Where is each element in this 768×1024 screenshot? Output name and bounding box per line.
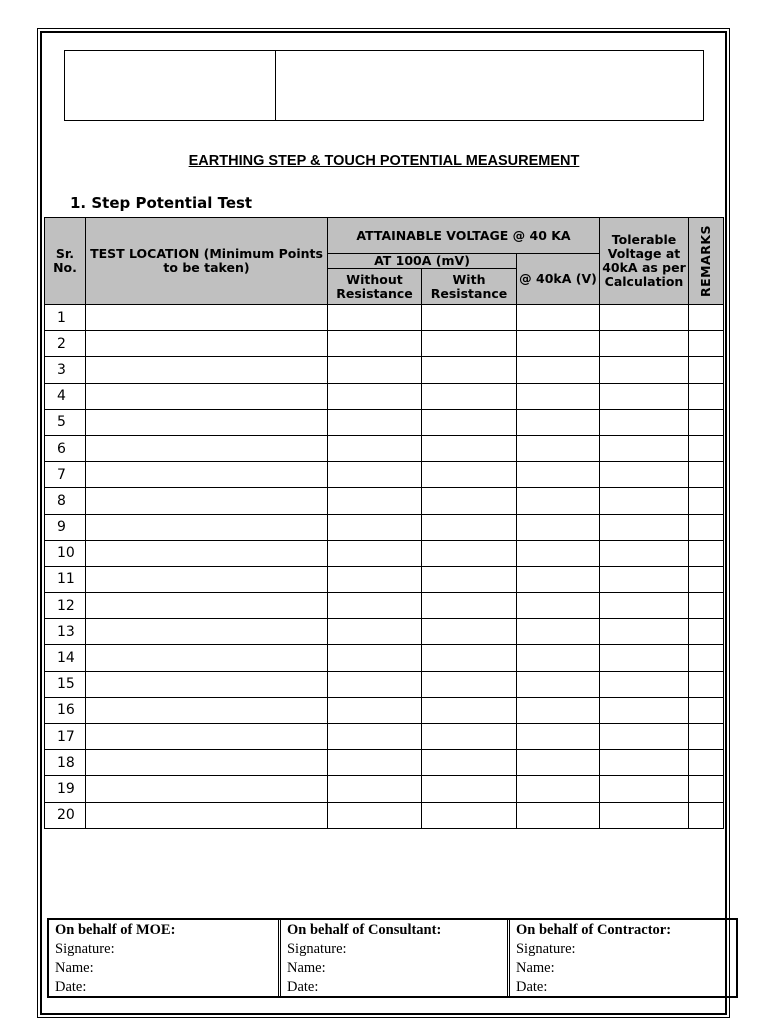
test-location-cell[interactable] bbox=[86, 724, 328, 750]
with-resistance-cell[interactable] bbox=[422, 357, 517, 383]
table-row bbox=[45, 776, 724, 802]
tolerable-voltage-cell[interactable] bbox=[600, 724, 689, 750]
remarks-cell[interactable] bbox=[689, 462, 724, 488]
sr-no-cell: 1 bbox=[45, 305, 86, 331]
signature-party: On behalf of Contractor: bbox=[515, 922, 672, 938]
table-row bbox=[45, 802, 724, 828]
with-resistance-cell[interactable] bbox=[422, 645, 517, 671]
table-row bbox=[45, 331, 724, 357]
name-label: Name: bbox=[286, 960, 326, 976]
sr-no-cell: 10 bbox=[45, 540, 86, 566]
without-resistance-cell[interactable] bbox=[328, 435, 422, 461]
header-attainable-voltage: ATTAINABLE VOLTAGE @ 40 KA bbox=[328, 218, 600, 254]
without-resistance-cell[interactable] bbox=[328, 645, 422, 671]
test-location-cell[interactable] bbox=[86, 357, 328, 383]
tolerable-voltage-cell[interactable] bbox=[600, 776, 689, 802]
without-resistance-cell[interactable] bbox=[328, 305, 422, 331]
sr-no-cell: 13 bbox=[45, 619, 86, 645]
signature-contractor bbox=[507, 920, 736, 996]
without-resistance-cell[interactable] bbox=[328, 462, 422, 488]
at-40ka-cell[interactable] bbox=[517, 566, 600, 592]
signature-moe bbox=[49, 920, 278, 996]
header-logo-cell bbox=[65, 51, 276, 120]
without-resistance-cell[interactable] bbox=[328, 383, 422, 409]
table-row bbox=[45, 514, 724, 540]
test-location-cell[interactable] bbox=[86, 776, 328, 802]
at-40ka-cell[interactable] bbox=[517, 409, 600, 435]
sr-no-cell: 14 bbox=[45, 645, 86, 671]
remarks-cell[interactable] bbox=[689, 514, 724, 540]
tolerable-voltage-cell[interactable] bbox=[600, 566, 689, 592]
with-resistance-cell[interactable] bbox=[422, 671, 517, 697]
table-row bbox=[45, 409, 724, 435]
with-resistance-cell[interactable] bbox=[422, 593, 517, 619]
tolerable-voltage-cell[interactable] bbox=[600, 357, 689, 383]
test-location-cell[interactable] bbox=[86, 435, 328, 461]
with-resistance-cell[interactable] bbox=[422, 331, 517, 357]
tolerable-voltage-cell[interactable] bbox=[600, 593, 689, 619]
at-40ka-cell[interactable] bbox=[517, 802, 600, 828]
signature-party: On behalf of MOE: bbox=[55, 922, 176, 938]
table-row bbox=[45, 383, 724, 409]
remarks-cell[interactable] bbox=[689, 409, 724, 435]
tolerable-voltage-cell[interactable] bbox=[600, 331, 689, 357]
sr-no-cell: 18 bbox=[45, 750, 86, 776]
sr-no-cell: 9 bbox=[45, 514, 86, 540]
test-location-cell[interactable] bbox=[86, 566, 328, 592]
remarks-cell[interactable] bbox=[689, 671, 724, 697]
at-40ka-cell[interactable] bbox=[517, 540, 600, 566]
tolerable-voltage-cell[interactable] bbox=[600, 435, 689, 461]
table-row bbox=[45, 435, 724, 461]
sr-no-cell: 16 bbox=[45, 697, 86, 723]
tolerable-voltage-cell[interactable] bbox=[600, 409, 689, 435]
sr-no-cell: 6 bbox=[45, 435, 86, 461]
remarks-cell[interactable] bbox=[689, 776, 724, 802]
at-40ka-cell[interactable] bbox=[517, 305, 600, 331]
without-resistance-cell[interactable] bbox=[328, 750, 422, 776]
test-location-cell[interactable] bbox=[86, 488, 328, 514]
at-40ka-cell[interactable] bbox=[517, 697, 600, 723]
without-resistance-cell[interactable] bbox=[328, 409, 422, 435]
test-location-cell[interactable] bbox=[86, 462, 328, 488]
at-40ka-cell[interactable] bbox=[517, 514, 600, 540]
remarks-cell[interactable] bbox=[689, 566, 724, 592]
tolerable-voltage-cell[interactable] bbox=[600, 802, 689, 828]
table-row bbox=[45, 540, 724, 566]
with-resistance-cell[interactable] bbox=[422, 750, 517, 776]
signature-party: On behalf of Consultant: bbox=[286, 922, 442, 938]
without-resistance-cell[interactable] bbox=[328, 697, 422, 723]
name-label: Name: bbox=[515, 960, 555, 976]
test-location-cell[interactable] bbox=[86, 514, 328, 540]
table-row bbox=[45, 462, 724, 488]
at-40ka-cell[interactable] bbox=[517, 593, 600, 619]
at-40ka-cell[interactable] bbox=[517, 776, 600, 802]
tolerable-voltage-cell[interactable] bbox=[600, 645, 689, 671]
sr-no-cell: 5 bbox=[45, 409, 86, 435]
signature-consultant bbox=[278, 920, 507, 996]
sr-no-cell: 19 bbox=[45, 776, 86, 802]
header-remarks-label: REMARKS bbox=[698, 224, 713, 298]
table-row bbox=[45, 357, 724, 383]
header-without-resistance: Without Resistance bbox=[328, 269, 422, 305]
sr-no-cell: 15 bbox=[45, 671, 86, 697]
without-resistance-cell[interactable] bbox=[328, 514, 422, 540]
signature-label: Signature: bbox=[55, 941, 115, 957]
test-location-cell[interactable] bbox=[86, 671, 328, 697]
remarks-cell[interactable] bbox=[689, 619, 724, 645]
header-with-resistance: With Resistance bbox=[422, 269, 517, 305]
table-row bbox=[45, 305, 724, 331]
without-resistance-cell[interactable] bbox=[328, 357, 422, 383]
table-row bbox=[45, 566, 724, 592]
header-at-40ka: @ 40kA (V) bbox=[517, 254, 600, 305]
date-label: Date: bbox=[515, 979, 548, 995]
without-resistance-cell[interactable] bbox=[328, 619, 422, 645]
with-resistance-cell[interactable] bbox=[422, 462, 517, 488]
remarks-cell[interactable] bbox=[689, 435, 724, 461]
without-resistance-cell[interactable] bbox=[328, 540, 422, 566]
sr-no-cell: 8 bbox=[45, 488, 86, 514]
test-location-cell[interactable] bbox=[86, 305, 328, 331]
remarks-cell[interactable] bbox=[689, 331, 724, 357]
test-location-cell[interactable] bbox=[86, 409, 328, 435]
without-resistance-cell[interactable] bbox=[328, 488, 422, 514]
tolerable-voltage-cell[interactable] bbox=[600, 540, 689, 566]
remarks-cell[interactable] bbox=[689, 697, 724, 723]
tolerable-voltage-cell[interactable] bbox=[600, 305, 689, 331]
table-row bbox=[45, 750, 724, 776]
at-40ka-cell[interactable] bbox=[517, 645, 600, 671]
document-title: EARTHING STEP & TOUCH POTENTIAL MEASUREMENT bbox=[188, 153, 580, 169]
header-at-100a: AT 100A (mV) bbox=[328, 254, 517, 269]
at-40ka-cell[interactable] bbox=[517, 488, 600, 514]
test-location-cell[interactable] bbox=[86, 645, 328, 671]
header-remarks bbox=[689, 218, 724, 305]
at-40ka-cell[interactable] bbox=[517, 331, 600, 357]
with-resistance-cell[interactable] bbox=[422, 619, 517, 645]
at-40ka-cell[interactable] bbox=[517, 724, 600, 750]
tolerable-voltage-cell[interactable] bbox=[600, 750, 689, 776]
header-sr-no: Sr. No. bbox=[45, 218, 86, 305]
with-resistance-cell[interactable] bbox=[422, 409, 517, 435]
test-location-cell[interactable] bbox=[86, 697, 328, 723]
without-resistance-cell[interactable] bbox=[328, 671, 422, 697]
date-label: Date: bbox=[55, 979, 87, 995]
remarks-cell[interactable] bbox=[689, 357, 724, 383]
at-40ka-cell[interactable] bbox=[517, 619, 600, 645]
table-row bbox=[45, 671, 724, 697]
test-location-cell[interactable] bbox=[86, 383, 328, 409]
at-40ka-cell[interactable] bbox=[517, 671, 600, 697]
with-resistance-cell[interactable] bbox=[422, 514, 517, 540]
test-location-cell[interactable] bbox=[86, 619, 328, 645]
remarks-cell[interactable] bbox=[689, 593, 724, 619]
without-resistance-cell[interactable] bbox=[328, 724, 422, 750]
remarks-cell[interactable] bbox=[689, 383, 724, 409]
at-40ka-cell[interactable] bbox=[517, 383, 600, 409]
table-row bbox=[45, 724, 724, 750]
with-resistance-cell[interactable] bbox=[422, 724, 517, 750]
sr-no-cell: 12 bbox=[45, 593, 86, 619]
at-40ka-cell[interactable] bbox=[517, 462, 600, 488]
without-resistance-cell[interactable] bbox=[328, 776, 422, 802]
test-location-cell[interactable] bbox=[86, 331, 328, 357]
tolerable-voltage-cell[interactable] bbox=[600, 619, 689, 645]
remarks-cell[interactable] bbox=[689, 645, 724, 671]
sr-no-cell: 7 bbox=[45, 462, 86, 488]
table-row bbox=[45, 593, 724, 619]
header-tolerable-voltage: Tolerable Voltage at 40kA as per Calculation bbox=[600, 218, 689, 305]
tolerable-voltage-cell[interactable] bbox=[600, 514, 689, 540]
header-box bbox=[64, 50, 704, 121]
with-resistance-cell[interactable] bbox=[422, 776, 517, 802]
without-resistance-cell[interactable] bbox=[328, 593, 422, 619]
date-label: Date: bbox=[286, 979, 319, 995]
remarks-cell[interactable] bbox=[689, 540, 724, 566]
name-label: Name: bbox=[55, 960, 94, 976]
at-40ka-cell[interactable] bbox=[517, 750, 600, 776]
with-resistance-cell[interactable] bbox=[422, 435, 517, 461]
with-resistance-cell[interactable] bbox=[422, 566, 517, 592]
table-body bbox=[45, 305, 724, 829]
test-location-cell[interactable] bbox=[86, 802, 328, 828]
at-40ka-cell[interactable] bbox=[517, 357, 600, 383]
step-potential-table bbox=[44, 217, 724, 829]
without-resistance-cell[interactable] bbox=[328, 802, 422, 828]
with-resistance-cell[interactable] bbox=[422, 802, 517, 828]
table-row bbox=[45, 697, 724, 723]
tolerable-voltage-cell[interactable] bbox=[600, 488, 689, 514]
at-40ka-cell[interactable] bbox=[517, 435, 600, 461]
sr-no-cell: 17 bbox=[45, 724, 86, 750]
remarks-cell[interactable] bbox=[689, 724, 724, 750]
without-resistance-cell[interactable] bbox=[328, 566, 422, 592]
tolerable-voltage-cell[interactable] bbox=[600, 697, 689, 723]
test-location-cell[interactable] bbox=[86, 750, 328, 776]
sr-no-cell: 4 bbox=[45, 383, 86, 409]
table-row bbox=[45, 645, 724, 671]
without-resistance-cell[interactable] bbox=[328, 331, 422, 357]
with-resistance-cell[interactable] bbox=[422, 383, 517, 409]
sr-no-cell: 2 bbox=[45, 331, 86, 357]
table-row bbox=[45, 619, 724, 645]
tolerable-voltage-cell[interactable] bbox=[600, 462, 689, 488]
header-test-location: TEST LOCATION (Minimum Points to be taken) bbox=[86, 218, 328, 305]
tolerable-voltage-cell[interactable] bbox=[600, 383, 689, 409]
remarks-cell[interactable] bbox=[689, 305, 724, 331]
sr-no-cell: 20 bbox=[45, 802, 86, 828]
test-location-cell[interactable] bbox=[86, 540, 328, 566]
signature-block bbox=[47, 918, 738, 998]
test-location-cell[interactable] bbox=[86, 593, 328, 619]
with-resistance-cell[interactable] bbox=[422, 540, 517, 566]
tolerable-voltage-cell[interactable] bbox=[600, 671, 689, 697]
with-resistance-cell[interactable] bbox=[422, 697, 517, 723]
signature-label: Signature: bbox=[515, 941, 576, 957]
header-info-cell bbox=[276, 51, 703, 120]
signature-label: Signature: bbox=[286, 941, 347, 957]
table-row bbox=[45, 488, 724, 514]
sr-no-cell: 3 bbox=[45, 357, 86, 383]
remarks-cell[interactable] bbox=[689, 802, 724, 828]
section-title: 1. Step Potential Test bbox=[70, 194, 253, 212]
remarks-cell[interactable] bbox=[689, 750, 724, 776]
remarks-cell[interactable] bbox=[689, 488, 724, 514]
with-resistance-cell[interactable] bbox=[422, 488, 517, 514]
sr-no-cell: 11 bbox=[45, 566, 86, 592]
with-resistance-cell[interactable] bbox=[422, 305, 517, 331]
